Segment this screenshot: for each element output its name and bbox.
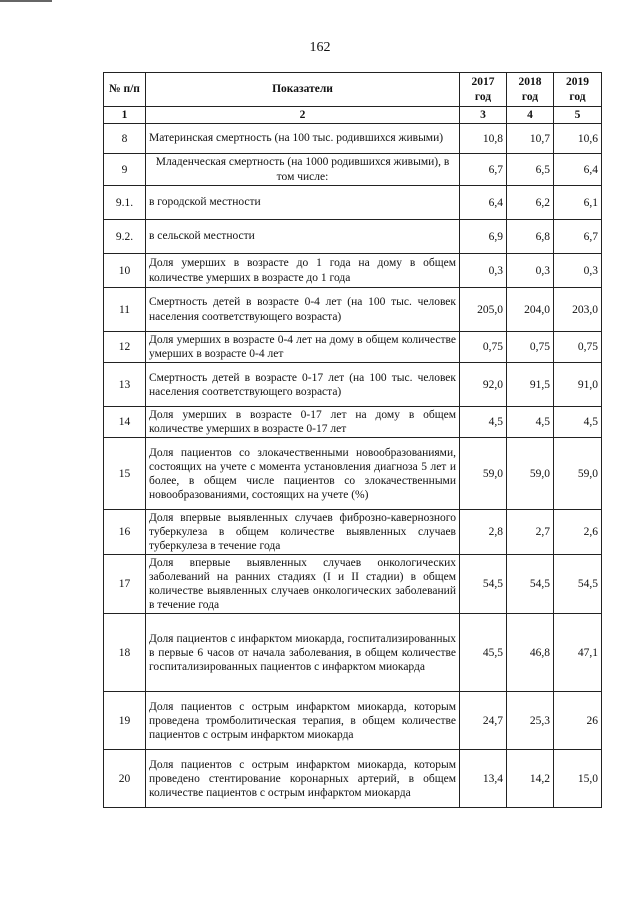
row-number: 13 bbox=[104, 363, 146, 407]
indicator-text: Доля впервые выявленных случаев онкологических заболеваний на ранних стадиях (I и II стадии) в общем количестве выявленных случаев онкологических заболеваний в течение года bbox=[146, 555, 460, 614]
indicator-text: Доля пациентов со злокачественными новообразованиями, состоящих на учете с момента установления диагноза 5 лет и более, в общем числе пациентов со злокачественными новообразованиями, состоящих на учете (%) bbox=[146, 438, 460, 510]
value-2018: 6,8 bbox=[507, 220, 554, 254]
value-2019: 6,4 bbox=[554, 154, 602, 186]
header-year-2018: 2018 год bbox=[507, 73, 554, 107]
value-2019: 6,7 bbox=[554, 220, 602, 254]
value-2017: 205,0 bbox=[460, 288, 507, 332]
value-2017: 6,4 bbox=[460, 186, 507, 220]
indicator-text: Доля пациентов с острым инфарктом миокарда, которым проведено стентирование коронарных артерий, в общем количестве пациентов с острым инфарктом миокарда bbox=[146, 750, 460, 808]
indicator-text: Доля умерших в возрасте 0-17 лет на дому в общем количестве умерших в возрасте 0-17 лет bbox=[146, 407, 460, 438]
header-indicators: Показатели bbox=[146, 73, 460, 107]
indicator-text: Доля умерших в возрасте 0-4 лет на дому в общем количестве умерших в возрасте 0-4 лет bbox=[146, 332, 460, 363]
value-2018: 91,5 bbox=[507, 363, 554, 407]
table-row bbox=[104, 154, 602, 186]
indicator-text: Младенческая смертность (на 1000 родившихся живыми), в том числе: bbox=[146, 154, 460, 186]
indicator-text: Материнская смертность (на 100 тыс. родившихся живыми) bbox=[146, 124, 460, 154]
page-number: 162 bbox=[309, 40, 331, 55]
value-2019: 4,5 bbox=[554, 407, 602, 438]
table-row bbox=[104, 614, 602, 692]
value-2018: 4,5 bbox=[507, 407, 554, 438]
table-row bbox=[104, 332, 602, 363]
row-number: 20 bbox=[104, 750, 146, 808]
scan-corner-mark bbox=[0, 0, 52, 2]
row-number: 10 bbox=[104, 254, 146, 288]
value-2018: 10,7 bbox=[507, 124, 554, 154]
value-2019: 2,6 bbox=[554, 510, 602, 555]
value-2017: 92,0 bbox=[460, 363, 507, 407]
value-2019: 203,0 bbox=[554, 288, 602, 332]
table-row bbox=[104, 407, 602, 438]
table-row bbox=[104, 363, 602, 407]
value-2017: 13,4 bbox=[460, 750, 507, 808]
row-number: 16 bbox=[104, 510, 146, 555]
row-number: 17 bbox=[104, 555, 146, 614]
table-row bbox=[104, 220, 602, 254]
value-2017: 6,7 bbox=[460, 154, 507, 186]
table-header-row bbox=[104, 73, 602, 107]
row-number: 14 bbox=[104, 407, 146, 438]
table-row bbox=[104, 288, 602, 332]
value-2018: 54,5 bbox=[507, 555, 554, 614]
indicator-text: Доля умерших в возрасте до 1 года на дому в общем количестве умерших в возрасте до 1 года bbox=[146, 254, 460, 288]
column-number: 1 bbox=[104, 107, 146, 124]
value-2017: 24,7 bbox=[460, 692, 507, 750]
value-2019: 0,75 bbox=[554, 332, 602, 363]
value-2019: 91,0 bbox=[554, 363, 602, 407]
row-number: 9 bbox=[104, 154, 146, 186]
header-year-2019: 2019 год bbox=[554, 73, 602, 107]
value-2019: 47,1 bbox=[554, 614, 602, 692]
value-2019: 15,0 bbox=[554, 750, 602, 808]
value-2018: 14,2 bbox=[507, 750, 554, 808]
table-row bbox=[104, 692, 602, 750]
value-2018: 6,5 bbox=[507, 154, 554, 186]
indicator-text: в сельской местности bbox=[146, 220, 460, 254]
indicator-text: в городской местности bbox=[146, 186, 460, 220]
value-2018: 2,7 bbox=[507, 510, 554, 555]
column-number: 5 bbox=[554, 107, 602, 124]
table-row bbox=[104, 555, 602, 614]
value-2018: 46,8 bbox=[507, 614, 554, 692]
value-2019: 6,1 bbox=[554, 186, 602, 220]
value-2017: 0,75 bbox=[460, 332, 507, 363]
header-row-number: № п/п bbox=[104, 73, 146, 107]
row-number: 15 bbox=[104, 438, 146, 510]
value-2018: 0,75 bbox=[507, 332, 554, 363]
value-2018: 6,2 bbox=[507, 186, 554, 220]
row-number: 9.2. bbox=[104, 220, 146, 254]
column-number: 4 bbox=[507, 107, 554, 124]
table-row bbox=[104, 254, 602, 288]
value-2018: 0,3 bbox=[507, 254, 554, 288]
table-row bbox=[104, 186, 602, 220]
column-number: 3 bbox=[460, 107, 507, 124]
indicator-text: Доля впервые выявленных случаев фиброзно-кавернозного туберкулеза в общем количестве выявленных случаев туберкулеза в течение года bbox=[146, 510, 460, 555]
row-number: 18 bbox=[104, 614, 146, 692]
header-year-2017: 2017 год bbox=[460, 73, 507, 107]
row-number: 9.1. bbox=[104, 186, 146, 220]
row-number: 8 bbox=[104, 124, 146, 154]
value-2017: 54,5 bbox=[460, 555, 507, 614]
value-2019: 26 bbox=[554, 692, 602, 750]
value-2017: 59,0 bbox=[460, 438, 507, 510]
value-2018: 25,3 bbox=[507, 692, 554, 750]
value-2017: 10,8 bbox=[460, 124, 507, 154]
row-number: 12 bbox=[104, 332, 146, 363]
table-row bbox=[104, 124, 602, 154]
indicator-text: Смертность детей в возрасте 0-4 лет (на 100 тыс. человек населения соответствующего возраста) bbox=[146, 288, 460, 332]
value-2017: 0,3 bbox=[460, 254, 507, 288]
indicator-text: Доля пациентов с инфарктом миокарда, госпитализированных в первые 6 часов от начала заболевания, в общем количестве госпитализированных пациентов с инфарктом миокарда bbox=[146, 614, 460, 692]
table-row bbox=[104, 438, 602, 510]
table-row bbox=[104, 750, 602, 808]
value-2019: 59,0 bbox=[554, 438, 602, 510]
value-2019: 54,5 bbox=[554, 555, 602, 614]
value-2018: 59,0 bbox=[507, 438, 554, 510]
row-number: 11 bbox=[104, 288, 146, 332]
column-number: 2 bbox=[146, 107, 460, 124]
value-2017: 4,5 bbox=[460, 407, 507, 438]
indicator-text: Доля пациентов с острым инфарктом миокарда, которым проведена тромболитическая терапия, в общем количестве пациентов с острым инфарктом миокарда bbox=[146, 692, 460, 750]
value-2018: 204,0 bbox=[507, 288, 554, 332]
value-2017: 2,8 bbox=[460, 510, 507, 555]
value-2019: 10,6 bbox=[554, 124, 602, 154]
row-number: 19 bbox=[104, 692, 146, 750]
indicator-text: Смертность детей в возрасте 0-17 лет (на 100 тыс. человек населения соответствующего возраста) bbox=[146, 363, 460, 407]
table-row bbox=[104, 510, 602, 555]
value-2019: 0,3 bbox=[554, 254, 602, 288]
value-2017: 6,9 bbox=[460, 220, 507, 254]
column-number-row bbox=[104, 107, 602, 124]
value-2017: 45,5 bbox=[460, 614, 507, 692]
indicators-table bbox=[103, 72, 602, 808]
